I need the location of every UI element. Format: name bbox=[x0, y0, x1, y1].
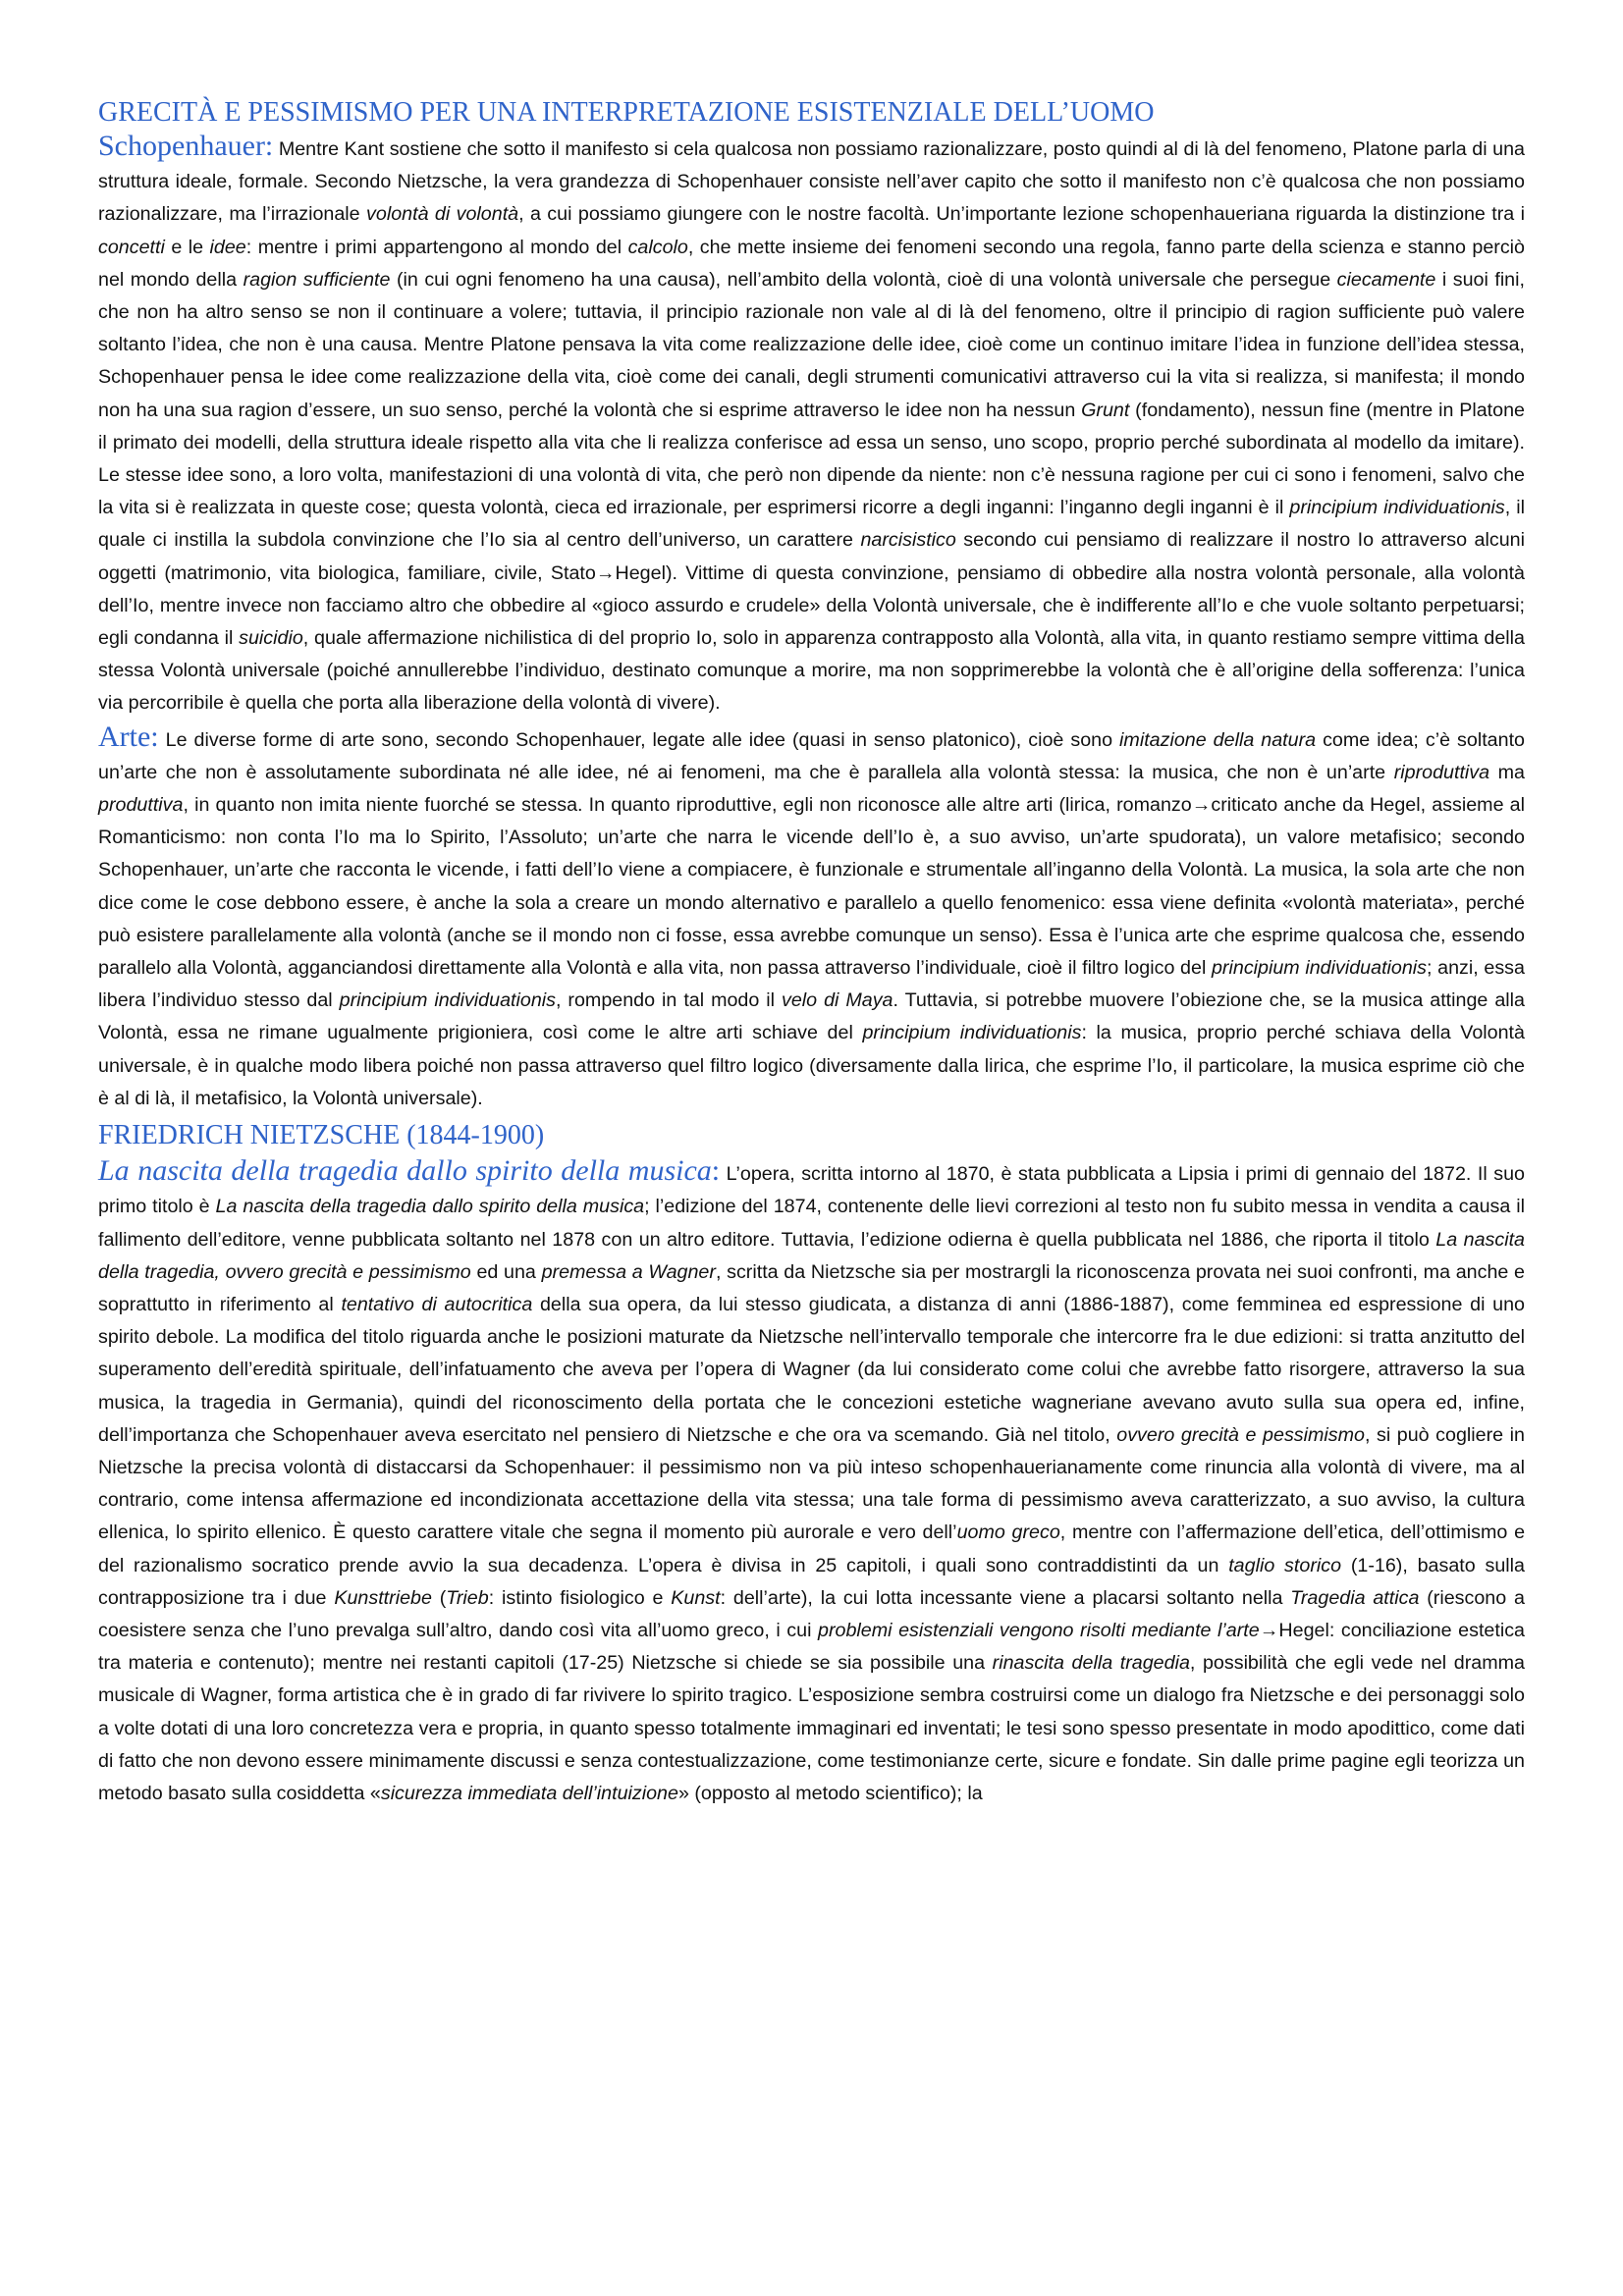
body-text: della sua opera, da lui stesso giudicata, a distanza di anni (1886-1887), come femminea ed espressione di uno spirito debole. La modifica del titolo riguarda anche le posizioni maturate da Nietzsche nell’intervallo temporale che intercorre fra le due edizioni: si tratta anzitutto del superamento dell’eredità spirituale, dell’infatuamento che aveva per l’opera di Wagner (da lui considerato come colui che avrebbe fatto risorgere, attraverso la sua musica, la tragedia in Germania), quindi del riconoscimento della portata che le concezioni estetiche wagneriane avevano avuto sulla sua opera ed, infine, dell’importanza che Schopenhauer aveva esercitato nel pensiero di Nietzsche e che ora va scemando. Già nel titolo, bbox=[98, 1293, 1525, 1446]
emphasis-text: La nascita della tragedia, ovvero grecità e pessimismo bbox=[98, 1228, 1525, 1283]
body-text: , quale affermazione nichilistica di del proprio Io, solo in apparenza contrapposto alla Volontà, alla vita, in quanto restiamo sempre vittima della stessa Volontà universale (poiché annullerebbe l’individuo, destinato comunque a morire, ma non sopprimerebbe la volontà che è all’origine della sofferenza: l’unica via percorribile è quella che porta alla liberazione della volontà di vivere). bbox=[98, 627, 1526, 715]
body-text: , si può cogliere in Nietzsche la precisa volontà di distaccarsi da Schopenhauer: il pessimismo non va più inteso schopenhauerianamente come rinuncia alla volontà di vivere, ma al contrario, come intensa affermazione ed incondizionata accettazione della vita stessa; una tale forma di pessimismo aveva caratterizzato, a suo avviso, la cultura ellenica, lo spirito ellenico. È questo carattere vitale che segna il momento più aurorale e vero dell’ bbox=[98, 1423, 1525, 1544]
body-text: ed una bbox=[470, 1260, 542, 1283]
body-text: ; l’edizione del 1874, contenente delle lievi correzioni al testo non fu subito messa in vendita a causa il fallimento dell’editore, venne pubblicata soltanto nel 1878 con un altro editore. Tuttavia, l’edizione odierna è quella pubblicata nel 1886, che riporta il titolo bbox=[98, 1196, 1525, 1251]
emphasis-text: Kunsttriebe bbox=[334, 1586, 432, 1609]
emphasis-text: Kunst bbox=[671, 1586, 721, 1609]
emphasis-text: narcisistico bbox=[860, 529, 956, 552]
body-text: Mentre Kant sostiene che sotto il manifesto si cela qualcosa non possiamo razionalizzare, posto quindi al di là del fenomeno, Platone parla di una struttura ideale, formale. Secondo Nietzsche, la vera grandezza di Schopenhauer consiste nell’aver capito che sotto il manifesto non c’è qualcosa che non possiamo razionalizzare, ma l’irrazionale bbox=[98, 138, 1525, 226]
lead-nascita-colon: : bbox=[711, 1154, 721, 1188]
body-text: (fondamento), nessun fine (mentre in Platone il primato dei modelli, della struttura ideale rispetto alla vita che li realizza conferisce ad essa un senso, uno scopo, proprio perché subordinata al modello da imitare). Le stesse idee sono, a loro volta, manifestazioni di una volontà di vita, che però non dipende da niente: non c’è nessuna ragione per cui ci sono i fenomeni, salvo che la vita si è realizzata in queste cose; questa volontà, cieca ed irrazionale, per esprimersi ricorre a degli inganni: l’inganno degli inganni è il bbox=[98, 399, 1525, 519]
body-text: (1-16), basato sulla contrapposizione tra i due bbox=[98, 1554, 1525, 1609]
emphasis-text: imitazione della natura bbox=[1119, 728, 1317, 751]
body-text: , possibilità che egli vede nel dramma musicale di Wagner, forma artistica che è in grado di far rivivere lo spirito tragico. L’esposizione sembra costruirsi come un dialogo fra Nietzsche e dei personaggi solo a volte dotati di una loro concretezza vera e propria, in quanto spesso totalmente immaginari ed inventati; le tesi sono spesso presentate in modo apodittico, come dati di fatto che non devono essere minimamente discussi e senza contestualizzazione, come testimonianze certe, sicure e fondate. Sin dalle prime pagine egli teorizza un metodo basato sulla cosiddetta « bbox=[98, 1652, 1525, 1804]
body-text: , scritta da Nietzsche sia per mostrargli la riconoscenza provata nei suoi confronti, ma anche e soprattutto in riferimento al bbox=[98, 1260, 1525, 1315]
emphasis-text: principium individuationis bbox=[862, 1022, 1082, 1044]
section-title-nietzsche: FRIEDRICH NIETZSCHE (1844-1900) bbox=[98, 1120, 545, 1151]
emphasis-text: volontà di volontà bbox=[366, 203, 519, 226]
body-text: i suoi fini, che non ha altro senso se non il continuare a volere; tuttavia, il principio razionale non vale al di là del fenomeno, oltre il principio di ragion sufficiente può valere soltanto l’idea, che non è una causa. Mentre Platone pensava la vita come realizzazione delle idee, cioè come un continuo imitare l’idea in funzione dell’idea stessa, Schopenhauer pensa le idee come realizzazione della vita, cioè come dei canali, degli strumenti comunicativi attraverso cui la vita si realizza, si manifesta; il mondo non ha una sua ragion d’essere, un suo senso, perché la volontà che si esprime attraverso le idee non ha nessun bbox=[98, 268, 1525, 421]
emphasis-text: produttiva bbox=[98, 794, 184, 817]
body-nascita bbox=[98, 1163, 1525, 1804]
paragraph-nascita bbox=[98, 1154, 1525, 1810]
body-text: →Hegel: conciliazione estetica tra materia e contenuto); mentre nei restanti capitoli (17-25) Nietzsche si chiede se sia possibile una bbox=[98, 1619, 1526, 1675]
body-schopenhauer bbox=[98, 138, 1525, 714]
body-text: , mentre con l’affermazione dell’etica, dell’ottimismo e del razionalismo socratico prende avvio la sua decadenza. L’opera è divisa in 25 capitoli, i quali sono contraddistinti da un bbox=[98, 1522, 1526, 1576]
emphasis-text: principium individuationis bbox=[1289, 497, 1505, 519]
body-text: come idea; c’è soltanto un’arte che non è assolutamente subordinata né alle idee, né ai fenomeni, ma che è parallela alla volontà stessa: la musica, che non è un’arte bbox=[98, 728, 1525, 783]
body-text: . Tuttavia, si potrebbe muovere l’obiezione che, se la musica attinge alla Volontà, essa ne rimane ugualmente prigioniera, così come le altre arti schiave del bbox=[98, 989, 1525, 1044]
body-text: » (opposto al metodo scientifico); la bbox=[677, 1782, 983, 1804]
body-text: secondo cui pensiamo di realizzare il nostro Io attraverso alcuni oggetti (matrimonio, vita biologica, familiare, civile, Stato→Hegel). Vittime di questa convinzione, pensiamo di obbedire alla nostra volontà personale, alla volontà dell’Io, mentre invece non facciamo altro che obbedire al «gioco assurdo e crudele» della Volontà universale, che è indifferente all’Io e che vuole soltanto perpetuarsi; egli condanna il bbox=[98, 529, 1525, 650]
emphasis-text: riproduttiva bbox=[1393, 761, 1490, 783]
lead-arte: Arte: bbox=[98, 720, 159, 753]
emphasis-text: uomo greco bbox=[956, 1522, 1060, 1544]
emphasis-text: ovvero grecità e pessimismo bbox=[1116, 1423, 1365, 1446]
emphasis-text: premessa a Wagner bbox=[541, 1260, 716, 1283]
body-text: , rompendo in tal modo il bbox=[556, 989, 782, 1012]
paragraph-schopenhauer bbox=[98, 130, 1525, 721]
lead-schopenhauer: Schopenhauer: bbox=[98, 130, 274, 162]
body-text: : istinto fisiologico e bbox=[488, 1586, 672, 1609]
body-text: , in quanto non imita niente fuorché se stessa. In quanto riproduttive, egli non riconosce alle altre arti (lirica, romanzo→criticato anche da Hegel, assieme al Romanticismo: non conta l’Io ma lo Spirito, l’Assoluto; un’arte che narra le vicende dell’Io è, a suo avviso, un’arte spudorata), un valore metafisico; secondo Schopenhauer, un’arte che racconta le vicende, i fatti dell’Io viene a compiacere, è funzionale e strumentale all’inganno della Volontà. La musica, la sola arte che non dice come le cose debbono essere, è anche la sola a creare un mondo alternativo e parallelo a quello fenomenico: essa viene definita «volontà materiata», perché può esistere parallelamente alla volontà (anche se il mondo non ci fosse, essa avrebbe comunque un senso). Essa è l’unica arte che esprime qualcosa che, essendo parallelo alla Volontà, agganciandosi direttamente alla Volontà e alla vita, non passa attraverso l’individuale, cioè il filtro logico del bbox=[98, 794, 1525, 980]
body-text: e le bbox=[164, 236, 210, 258]
lead-nascita: La nascita della tragedia dallo spirito della musica bbox=[98, 1154, 712, 1188]
body-text: (riescono a coesistere senza che l’uno prevalga sull’altro, dando così vita all’uomo greco, i cui bbox=[98, 1586, 1525, 1641]
emphasis-text: tentativo di autocritica bbox=[341, 1293, 533, 1315]
body-text: ma bbox=[1489, 761, 1525, 783]
emphasis-text: velo di Maya bbox=[782, 989, 893, 1012]
body-text: : dell’arte), la cui lotta incessante viene a placarsi soltanto nella bbox=[720, 1586, 1291, 1609]
emphasis-text: principium individuationis bbox=[1211, 957, 1428, 980]
body-text: L’opera, scritta intorno al 1870, è stata pubblicata a Lipsia i primi di gennaio del 1872. Il suo primo titolo è bbox=[98, 1163, 1525, 1218]
emphasis-text: calcolo bbox=[627, 236, 688, 258]
emphasis-text: problemi esistenziali vengono risolti mediante l’arte bbox=[818, 1619, 1260, 1641]
emphasis-text: ciecamente bbox=[1336, 268, 1436, 291]
body-text: , a cui possiamo giungere con le nostre facoltà. Un’importante lezione schopenhaueriana riguarda la distinzione tra i bbox=[518, 203, 1525, 226]
emphasis-text: La nascita della tragedia dallo spirito della musica bbox=[215, 1196, 645, 1218]
emphasis-text: taglio storico bbox=[1228, 1554, 1342, 1576]
emphasis-text: principium individuationis bbox=[339, 989, 556, 1012]
emphasis-text: idee bbox=[209, 236, 246, 258]
emphasis-text: Trieb bbox=[446, 1586, 489, 1609]
body-text: (in cui ogni fenomeno ha una causa), nell’ambito della volontà, cioè di una volontà universale che persegue bbox=[390, 268, 1337, 291]
document-page bbox=[98, 94, 1525, 1810]
emphasis-text: suicidio bbox=[239, 627, 303, 650]
section-title-grecita: GRECITÀ E PESSIMISMO PER UNA INTERPRETAZIONE ESISTENZIALE DELL’UOMO bbox=[98, 97, 1155, 128]
emphasis-text: Tragedia attica bbox=[1290, 1586, 1420, 1609]
body-text: ( bbox=[431, 1586, 447, 1609]
body-text: ; anzi, essa libera l’individuo stesso dal bbox=[98, 957, 1525, 1012]
body-text: : la musica, proprio perché schiava della Volontà universale, è in qualche modo libera poiché non passa attraverso quel filtro logico (diversamente dalla lirica, che esprime l’Io, il particolare, la musica esprime ciò che è al di là, il metafisico, la Volontà universale). bbox=[98, 1022, 1525, 1109]
emphasis-text: sicurezza immediata dell’intuizione bbox=[380, 1782, 678, 1804]
body-text: Le diverse forme di arte sono, secondo Schopenhauer, legate alle idee (quasi in senso platonico), cioè sono bbox=[158, 728, 1120, 751]
emphasis-text: Grunt bbox=[1081, 399, 1130, 421]
body-arte bbox=[98, 729, 1525, 1109]
emphasis-text: concetti bbox=[98, 236, 165, 258]
paragraph-arte bbox=[98, 721, 1525, 1115]
body-text: , il quale ci instilla la subdola convinzione che l’Io sia al centro dell’universo, un carattere bbox=[98, 497, 1526, 552]
body-text: : mentre i primi appartengono al mondo del bbox=[245, 236, 628, 258]
emphasis-text: rinascita della tragedia bbox=[992, 1652, 1190, 1675]
body-text: , che mette insieme dei fenomeni secondo una regola, fanno parte della scienza e stanno perciò nel mondo della bbox=[98, 236, 1526, 291]
emphasis-text: ragion sufficiente bbox=[243, 268, 391, 291]
